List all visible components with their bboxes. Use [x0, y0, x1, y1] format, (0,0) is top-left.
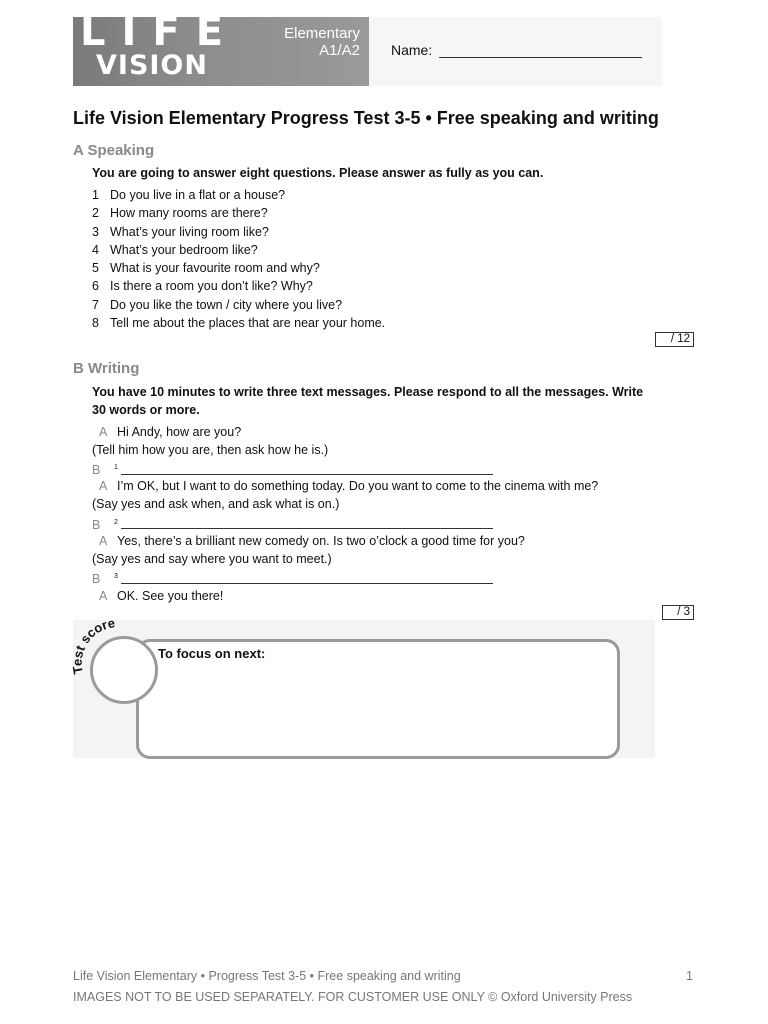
answer-field-3[interactable]	[121, 568, 493, 584]
level-name: Elementary	[284, 25, 360, 42]
question-text: Do you live in a flat or a house?	[110, 188, 286, 202]
focus-label: To focus on next:	[158, 646, 266, 661]
question-text: What’s your bedroom like?	[110, 242, 258, 257]
message-text: I’m OK, but I want to do something today. Do you want to come to the cinema with me?	[117, 479, 599, 493]
answer-field-2[interactable]	[121, 514, 493, 529]
prompt-3: (Say yes and say where you want to meet.)	[92, 552, 332, 566]
name-label: Name:	[391, 42, 433, 58]
svg-text:Test score	[70, 615, 116, 675]
prompt-2: (Say yes and ask when, and ask what is on.)	[92, 497, 340, 511]
message-a-3	[92, 532, 525, 550]
question-number: 1	[92, 188, 99, 202]
logo-life-text: LIFE	[80, 9, 240, 55]
question-number: 7	[92, 297, 99, 312]
answer-number: 2	[114, 519, 118, 526]
question-text: Do you like the town / city where you live?	[110, 297, 343, 312]
name-field[interactable]	[439, 57, 642, 58]
list-item	[92, 223, 385, 241]
question-text: Is there a room you don’t like? Why?	[110, 279, 313, 294]
answer-row-3	[92, 568, 118, 588]
speaker-b-label: B	[92, 572, 101, 586]
writing-heading: B Writing	[73, 360, 140, 377]
answer-field-1[interactable]	[121, 459, 493, 475]
writing-instruction	[92, 383, 643, 419]
level-label	[260, 25, 360, 59]
speaking-heading: A Speaking	[73, 142, 155, 159]
question-text: What is your favourite room and why?	[110, 261, 320, 276]
speaker-b-label: B	[92, 463, 101, 477]
speaking-question-list	[92, 186, 385, 332]
answer-number: 1	[114, 464, 118, 471]
question-number: 5	[92, 261, 99, 276]
message-text: Hi Andy, how are you?	[117, 425, 242, 439]
question-text: What’s your living room like?	[110, 224, 269, 239]
question-text: How many rooms are there?	[110, 206, 268, 221]
message-a-2	[92, 477, 598, 495]
list-item	[92, 204, 385, 222]
page-number: 1	[686, 969, 693, 983]
question-number: 3	[92, 224, 99, 239]
speaker-a-label: A	[99, 479, 108, 493]
list-item	[92, 186, 385, 204]
writing-instruction-line2: 30 words or more.	[92, 403, 200, 417]
speaker-a-label: A	[99, 425, 108, 439]
message-text: Yes, there’s a brilliant new comedy on. Is two o’clock a good time for you?	[117, 534, 525, 548]
test-score-text: Test score	[70, 615, 116, 675]
test-score-label	[70, 615, 150, 675]
list-item	[92, 277, 385, 295]
list-item	[92, 296, 385, 314]
list-item	[92, 241, 385, 259]
logo-vision-text: VISION	[96, 50, 208, 81]
speaker-b-label: B	[92, 518, 101, 532]
speaker-a-label: A	[99, 589, 108, 603]
message-text: OK. See you there!	[117, 589, 224, 603]
footer-copyright: IMAGES NOT TO BE USED SEPARATELY. FOR CUSTOMER USE ONLY © Oxford University Press	[73, 990, 633, 1004]
footer-title: Life Vision Elementary • Progress Test 3-5 • Free speaking and writing	[73, 969, 461, 983]
answer-row-2	[92, 514, 118, 534]
writing-instruction-line1: You have 10 minutes to write three text messages. Please respond to all the messages. Write	[92, 385, 644, 399]
speaking-score-box[interactable]: / 12	[655, 332, 694, 347]
question-number: 2	[92, 206, 99, 221]
speaker-a-label: A	[99, 534, 108, 548]
message-a-1	[92, 423, 241, 441]
prompt-1: (Tell him how you are, then ask how he is.)	[92, 443, 329, 457]
question-text: Tell me about the places that are near your home.	[110, 316, 386, 331]
question-number: 6	[92, 279, 99, 294]
list-item	[92, 314, 385, 332]
page-title: Life Vision Elementary Progress Test 3-5 • Free speaking and writing	[73, 108, 659, 128]
speaking-instruction: You are going to answer eight questions. Please answer as fully as you can.	[92, 166, 544, 180]
question-number: 8	[92, 316, 99, 331]
list-item	[92, 259, 385, 277]
question-number: 4	[92, 242, 99, 257]
answer-number: 3	[114, 573, 118, 580]
message-a-closing	[92, 587, 223, 605]
level-code: A1/A2	[319, 42, 360, 59]
answer-row-1	[92, 459, 118, 479]
writing-score-box[interactable]: / 3	[662, 605, 694, 620]
